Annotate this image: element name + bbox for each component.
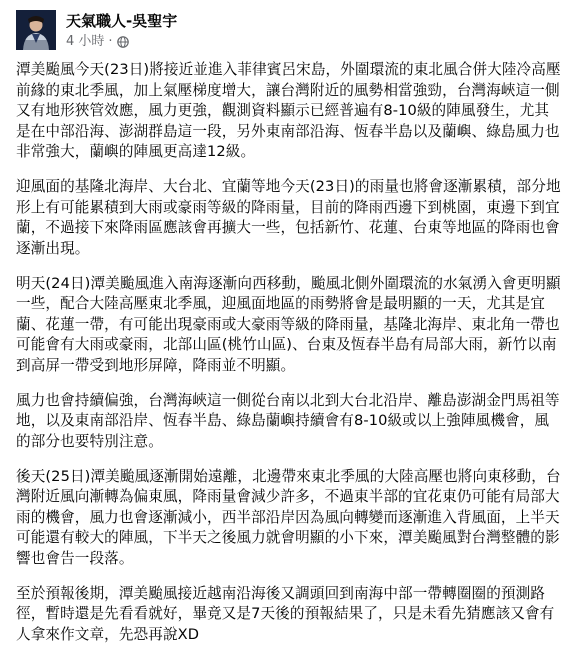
globe-icon[interactable] [117, 36, 129, 48]
post-timestamp[interactable]: 4 小時 [66, 34, 104, 50]
avatar-image [16, 10, 56, 50]
post-header [0, 0, 579, 60]
post-paragraph: 潭美颱風今天(23日)將接近並進入菲律賓呂宋島，外圍環流的東北風合併大陸冷高壓前緣的東北季風，加上氣壓梯度增大，讓台灣附近的風勢相當強勁，台灣海峽這一側又有地形狹管效應，風力更強，觀測資料顯示已經普遍有8-10級的陣風發生，尤其是在中部沿海、澎湖群島這一段，另外東南部沿海、恆春半島以及蘭嶼、綠島風力也非常強大，蘭嶼的陣風更高達12級。 [16, 60, 563, 163]
post-paragraph: 迎風面的基隆北海岸、大台北、宜蘭等地今天(23日)的雨量也將會逐漸累積，部分地形上有可能累積到大雨或豪雨等級的降雨量，目前的降雨西邊下到桃園，東邊下到宜蘭，不過接下來降雨區應該會再擴大一些，包括新竹、花蓮、台東等地區的降雨也會逐漸出現。 [16, 177, 563, 259]
post-body [0, 60, 579, 645]
author-avatar[interactable] [16, 10, 56, 50]
separator-dot: · [108, 34, 112, 50]
post-paragraph: 至於預報後期，潭美颱風接近越南沿海後又調頭回到南海中部一帶轉圈圈的預測路徑，暫時還是先看看就好，畢竟又是7天後的預報結果了，只是未看先猜應該又會有人拿來作文章，先恐再說XD [16, 584, 563, 645]
author-name[interactable]: 天氣職人-吳聖宇 [66, 12, 177, 30]
post-subline [66, 34, 177, 50]
post-paragraph: 明天(24日)潭美颱風進入南海逐漸向西移動，颱風北側外圍環流的水氣湧入會更明顯一些，配合大陸高壓東北季風，迎風面地區的雨勢將會是最明顯的一天，尤其是宜蘭、花蓮一帶，有可能出現豪雨或大豪雨等級的降雨量，基隆北海岸、東北角一帶也可能會有大雨或豪雨，北部山區(桃竹山區)、台東及恆春半島有局部大雨，新竹以南到高屏一帶受到地形屏障，降雨並不明顯。 [16, 274, 563, 377]
post-meta [66, 10, 177, 50]
post-paragraph: 風力也會持續偏強，台灣海峽這一側從台南以北到大台北沿岸、離島澎湖金門馬祖等地，以及東南部沿岸、恆春半島、綠島蘭嶼持續會有8-10級或以上強陣風機會，風的部分也要特別注意。 [16, 391, 563, 453]
post-paragraph: 後天(25日)潭美颱風逐漸開始遠離，北邊帶來東北季風的大陸高壓也將向東移動，台灣附近風向漸轉為偏東風，降雨量會減少許多，不過東半部的宜花東仍可能有局部大雨的機會，風力也會逐漸減小，西半部沿岸因為風向轉變而逐漸進入背風面，上半天可能還有較大的陣風，下半天之後風力就會明顯的小下來，潭美颱風對台灣整體的影響也會告一段落。 [16, 467, 563, 570]
